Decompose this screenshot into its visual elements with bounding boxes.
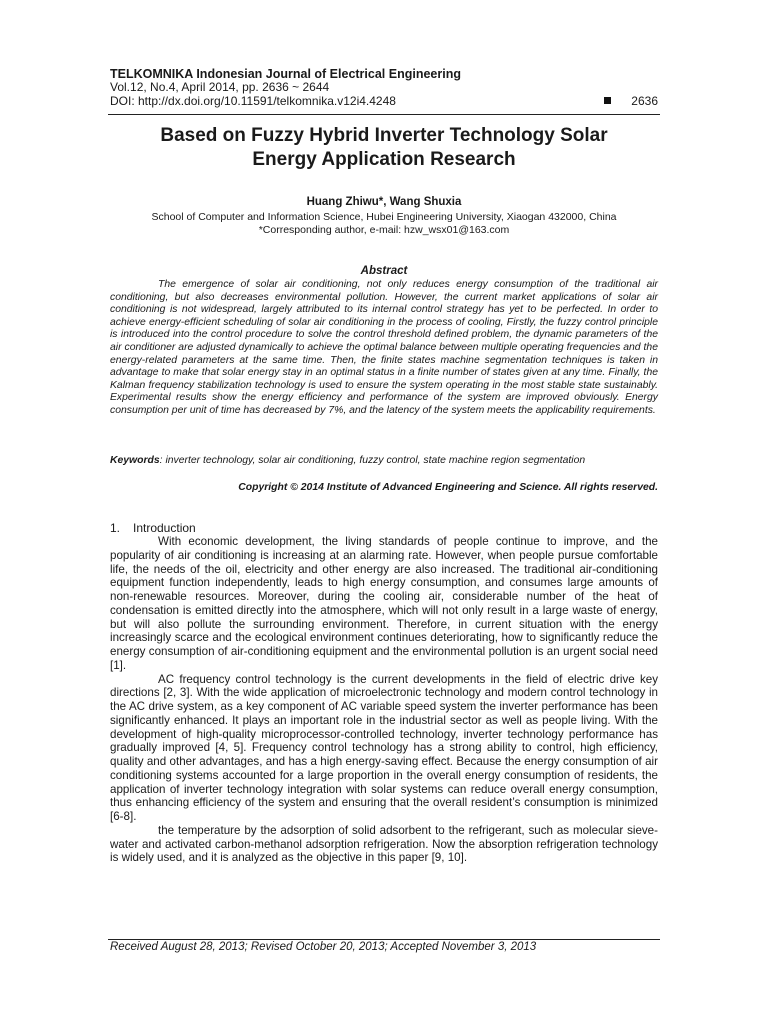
affiliation: School of Computer and Information Science, Hubei Engineering University, Xiaogan 432000, China bbox=[151, 211, 617, 223]
header-rule bbox=[108, 114, 660, 115]
abstract-text: The emergence of solar air conditioning, not only reduces energy consumption of the traditional air conditioning, but also decreases environmental pollution. However, the current market applications of solar air conditioning is not widespread, largely attributed to its internal control strategy has yet to be perfected. In order to achieve energy-efficient scheduling of solar air conditioning in the process of cooling, Firstly, the fuzzy control principle is introduced into the control procedure to solve the control threshold defined problem, the dynamic parameters of the air conditioner are adjusted dynamically to achieve the optimal balance between multiple operating frequencies and the energy-related parameters at the same time. Then, the finite states machine segmentation techniques is taken in advantage to make that solar energy stay in an optimal status in a finite number of states given at any time. Finally, the Kalman frequency stabilization technology is used to ensure the system operating in the most stable state sustainably. Experimental results show the energy efficiency and performance of the system are improved obviously. Energy consumption per unit of time has decreased by 7%, and the latency of the system meets the applicability requirements. bbox=[110, 279, 658, 416]
corresponding-author: *Corresponding author, e-mail: hzw_wsx01@163.com bbox=[258, 224, 510, 236]
footer-rule bbox=[108, 939, 660, 940]
page-marker bbox=[604, 95, 658, 109]
received-dates: Received August 28, 2013; Revised October 20, 2013; Accepted November 3, 2013 bbox=[110, 941, 537, 953]
keywords-text: : inverter technology, solar air conditioning, fuzzy control, state machine region segmentation bbox=[159, 455, 586, 466]
author-names: Huang Zhiwu*, Wang Shuxia bbox=[306, 196, 462, 208]
volume-line: Vol.12, No.4, April 2014, pp. 2636 ~ 2644 bbox=[110, 80, 330, 94]
paragraph: AC frequency control technology is the current developments in the field of electric drive key directions [2, 3]. With the wide application of microelectronic technology and modern control technology in the AC drive system, as a key component of AC variable speed system the inverter performance has been significantly enhanced. It plays an important role in the industrial sector as well as people living. With the development of high-quality microprocessor-controlled technology, inverter technology performance has gradually improved [4, 5]. Frequency control technology has a strong ability to control, high efficiency, quality and other advantages, and has a high energy-saving effect. Because the energy consumption of air conditioning systems accounted for a large proportion in the overall energy consumption of residents, the application of inverter technology integration with solar systems can reduce overall energy consumption, thus enhancing efficiency of the system and ensuring that the overall resident’s consumption is minimized [6-8]. bbox=[110, 672, 658, 823]
keywords-label: Keywords bbox=[110, 455, 160, 466]
page-number: 2636 bbox=[631, 93, 658, 108]
square-bullet-icon bbox=[604, 97, 611, 104]
section-title: Introduction bbox=[133, 521, 196, 535]
paragraph: the temperature by the adsorption of solid adsorbent to the refrigerant, such as molecular sieve-water and activated carbon-methanol adsorption refrigeration. Now the absorption refrigeration technology is widely used, and it is analyzed as the objective in this paper [9, 10]. bbox=[110, 823, 658, 865]
doi-row bbox=[110, 95, 658, 109]
title-line-1: Based on Fuzzy Hybrid Inverter Technology Solar bbox=[160, 125, 608, 146]
doi-link[interactable]: DOI: http://dx.doi.org/10.11591/telkomnika.v12i4.4248 bbox=[110, 93, 396, 108]
copyright-notice: Copyright © 2014 Institute of Advanced Engineering and Science. All rights reserved. bbox=[238, 482, 658, 493]
journal-header bbox=[110, 67, 658, 108]
keywords bbox=[110, 455, 658, 466]
paper-title bbox=[108, 124, 660, 172]
section-heading-introduction bbox=[110, 521, 196, 535]
paragraph: With economic development, the living standards of people continue to improve, and the popularity of air conditioning is increasing at an alarming rate. However, when people pursue comfortable life, the needs of the oil, electricity and other energy are also increased. The traditional air-conditioning equipment function independently, leads to high energy consumption, and consumes large amounts of non-renewable resources. Moreover, during the cooling air, considerable number of the heat of condensation is emitted directly into the atmosphere, which will not only result in a large waste of energy, but will also pollute the surrounding environment. Therefore, in current situation with the energy increasingly scarce and the ecological environment continues deteriorating, how to significantly reduce the energy consumption of air-conditioning equipment and the environmental pollution is an urgent social need [1]. bbox=[110, 535, 658, 672]
abstract-heading: Abstract bbox=[360, 265, 408, 277]
introduction-body bbox=[110, 535, 658, 865]
section-number: 1. bbox=[110, 521, 121, 535]
journal-name: TELKOMNIKA Indonesian Journal of Electrical Engineering bbox=[110, 67, 461, 81]
title-line-2: Energy Application Research bbox=[252, 149, 516, 170]
author-affiliation-block bbox=[108, 211, 660, 237]
